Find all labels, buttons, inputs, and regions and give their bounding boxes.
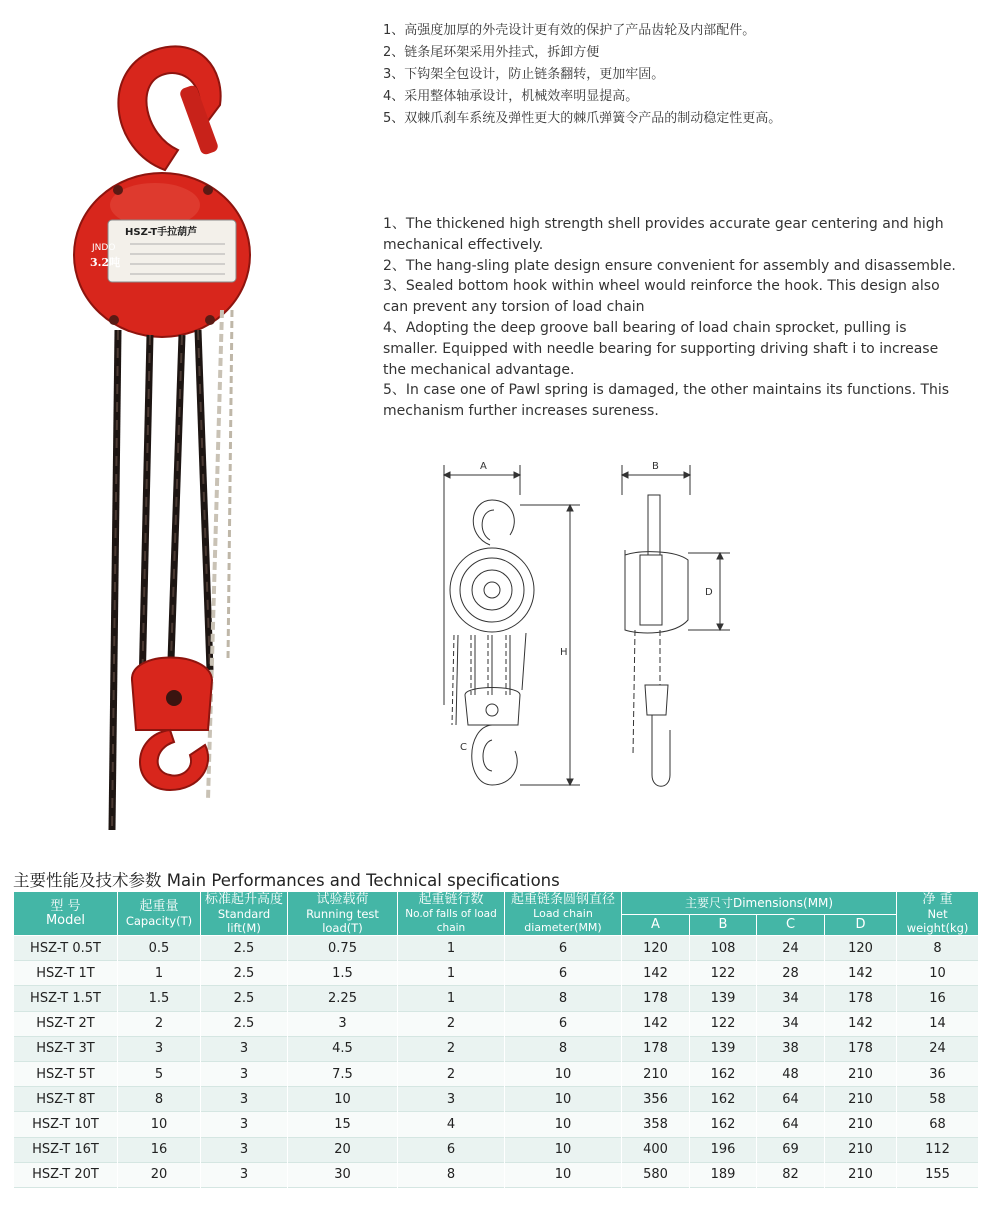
cell-dim-b: 189 <box>690 1162 757 1187</box>
cell-weight: 8 <box>897 936 979 961</box>
chain-hoist-illustration <box>70 30 290 835</box>
cell-dim-d: 210 <box>825 1162 897 1187</box>
feature-en-item: 4、Adopting the deep groove ball bearing of load chain sprocket, pulling is smaller. Equipped with needle bearing for supporting driving shaft i to increase the mechanical advantage. <box>383 319 939 378</box>
feature-cn-item: 2、链条尾环架采用外挂式，拆卸方便 <box>383 45 600 60</box>
cell-lift: 3 <box>201 1137 288 1162</box>
cell-test-load: 7.5 <box>288 1061 398 1086</box>
cell-dim-a: 120 <box>622 936 690 961</box>
cell-capacity: 10 <box>118 1112 201 1137</box>
cell-falls: 4 <box>398 1112 505 1137</box>
cell-dim-c: 69 <box>757 1137 825 1162</box>
cell-weight: 58 <box>897 1087 979 1112</box>
cell-model: HSZ-T 20T <box>14 1162 118 1187</box>
cell-test-load: 20 <box>288 1137 398 1162</box>
cell-dim-a: 400 <box>622 1137 690 1162</box>
cell-dim-a: 580 <box>622 1162 690 1187</box>
feature-en-item: 2、The hang-sling plate design ensure convenient for assembly and disassemble. <box>383 257 956 274</box>
cell-dim-c: 34 <box>757 986 825 1011</box>
cell-model: HSZ-T 8T <box>14 1087 118 1112</box>
cell-dim-b: 139 <box>690 986 757 1011</box>
cell-dim-a: 178 <box>622 1036 690 1061</box>
cell-model: HSZ-T 5T <box>14 1061 118 1086</box>
header-model: 型 号 Model <box>14 892 118 936</box>
hand-chain <box>208 310 222 800</box>
cell-dim-c: 48 <box>757 1061 825 1086</box>
dim-label-b: B <box>652 461 659 472</box>
table-row <box>14 936 979 961</box>
cell-lift: 2.5 <box>201 961 288 986</box>
table-row <box>14 1061 979 1086</box>
header-dim-c: C <box>757 915 825 936</box>
cell-dim-c: 82 <box>757 1162 825 1187</box>
cell-diameter: 10 <box>505 1061 622 1086</box>
cell-lift: 3 <box>201 1112 288 1137</box>
cell-model: HSZ-T 10T <box>14 1112 118 1137</box>
spec-table <box>13 891 979 1188</box>
cell-dim-d: 120 <box>825 936 897 961</box>
cell-capacity: 1 <box>118 961 201 986</box>
cell-falls: 8 <box>398 1162 505 1187</box>
cell-test-load: 30 <box>288 1162 398 1187</box>
cell-diameter: 10 <box>505 1162 622 1187</box>
cell-dim-c: 28 <box>757 961 825 986</box>
header-capacity: 起重量 Capacity(T) <box>118 892 201 936</box>
table-row <box>14 1112 979 1137</box>
table-row <box>14 1137 979 1162</box>
cell-lift: 2.5 <box>201 986 288 1011</box>
cell-test-load: 0.75 <box>288 936 398 961</box>
cell-weight: 14 <box>897 1011 979 1036</box>
cell-lift: 3 <box>201 1036 288 1061</box>
cell-test-load: 3 <box>288 1011 398 1036</box>
cell-diameter: 10 <box>505 1137 622 1162</box>
cell-dim-d: 178 <box>825 1036 897 1061</box>
feature-en-item: 5、In case one of Pawl spring is damaged, the other maintains its functions. This mechanism further increases sureness. <box>383 382 950 420</box>
cell-diameter: 10 <box>505 1087 622 1112</box>
cell-dim-d: 210 <box>825 1112 897 1137</box>
cell-diameter: 10 <box>505 1112 622 1137</box>
header-falls: 起重链行数 No.of falls of load chain <box>398 892 505 936</box>
table-row <box>14 1036 979 1061</box>
cell-dim-a: 210 <box>622 1061 690 1086</box>
cell-dim-b: 162 <box>690 1061 757 1086</box>
section-title: 主要性能及技术参数 Main Performances and Technical specifications <box>13 871 560 890</box>
cell-falls: 1 <box>398 961 505 986</box>
cell-weight: 112 <box>897 1137 979 1162</box>
cell-model: HSZ-T 2T <box>14 1011 118 1036</box>
cell-weight: 16 <box>897 986 979 1011</box>
nameplate-brand: JNDO <box>92 243 116 253</box>
feature-cn-item: 3、下钩架全包设计，防止链条翻转，更加牢固。 <box>383 67 665 82</box>
cell-capacity: 2 <box>118 1011 201 1036</box>
cell-dim-a: 358 <box>622 1112 690 1137</box>
cell-dim-c: 38 <box>757 1036 825 1061</box>
cell-dim-d: 142 <box>825 1011 897 1036</box>
cell-dim-b: 139 <box>690 1036 757 1061</box>
technical-drawing <box>430 455 750 815</box>
header-weight: 净 重 Net weight(kg) <box>897 892 979 936</box>
cell-dim-d: 210 <box>825 1137 897 1162</box>
table-row <box>14 961 979 986</box>
cell-capacity: 8 <box>118 1087 201 1112</box>
cell-diameter: 8 <box>505 986 622 1011</box>
cell-dim-c: 64 <box>757 1087 825 1112</box>
dim-label-d: D <box>705 587 713 598</box>
cell-weight: 68 <box>897 1112 979 1137</box>
table-row <box>14 1087 979 1112</box>
nameplate-title: HSZ-T手拉葫芦 <box>125 227 198 238</box>
feature-cn-item: 5、双棘爪刹车系统及弹性更大的棘爪弹簧令产品的制动稳定性更高。 <box>383 111 782 126</box>
cell-lift: 2.5 <box>201 1011 288 1036</box>
cell-dim-a: 142 <box>622 961 690 986</box>
cell-weight: 24 <box>897 1036 979 1061</box>
header-dim-d: D <box>825 915 897 936</box>
cell-weight: 155 <box>897 1162 979 1187</box>
cell-weight: 10 <box>897 961 979 986</box>
cell-model: HSZ-T 1T <box>14 961 118 986</box>
cell-falls: 6 <box>398 1137 505 1162</box>
header-test-load: 试验载荷 Running test load(T) <box>288 892 398 936</box>
header-lift: 标准起升高度 Standard lift(M) <box>201 892 288 936</box>
cell-falls: 3 <box>398 1087 505 1112</box>
cell-model: HSZ-T 3T <box>14 1036 118 1061</box>
cell-dim-b: 108 <box>690 936 757 961</box>
cell-falls: 2 <box>398 1036 505 1061</box>
cell-falls: 2 <box>398 1011 505 1036</box>
cell-dim-d: 210 <box>825 1061 897 1086</box>
cell-dim-c: 34 <box>757 1011 825 1036</box>
cell-test-load: 15 <box>288 1112 398 1137</box>
product-photo <box>70 30 290 835</box>
features-en-list <box>383 214 963 422</box>
cell-dim-c: 64 <box>757 1112 825 1137</box>
feature-cn-item: 1、高强度加厚的外壳设计更有效的保护了产品齿轮及内部配件。 <box>383 23 756 38</box>
cell-diameter: 6 <box>505 1011 622 1036</box>
cell-dim-b: 122 <box>690 1011 757 1036</box>
feature-en-item: 3、Sealed bottom hook within wheel would reinforce the hook. This design also can prevent any torsion of load chain <box>383 278 940 316</box>
cell-test-load: 2.25 <box>288 986 398 1011</box>
cell-lift: 3 <box>201 1087 288 1112</box>
cell-dim-a: 178 <box>622 986 690 1011</box>
features-cn-list <box>383 20 983 130</box>
header-dim-a: A <box>622 915 690 936</box>
cell-dim-b: 196 <box>690 1137 757 1162</box>
cell-capacity: 0.5 <box>118 936 201 961</box>
cell-capacity: 16 <box>118 1137 201 1162</box>
header-dim-b: B <box>690 915 757 936</box>
cell-test-load: 1.5 <box>288 961 398 986</box>
header-dimensions: 主要尺寸Dimensions(MM) <box>622 892 897 915</box>
table-row <box>14 1011 979 1036</box>
dim-label-a: A <box>480 461 487 472</box>
cell-weight: 36 <box>897 1061 979 1086</box>
cell-model: HSZ-T 0.5T <box>14 936 118 961</box>
cell-dim-a: 356 <box>622 1087 690 1112</box>
dimension-diagram <box>430 455 750 815</box>
side-view <box>622 461 730 786</box>
cell-lift: 3 <box>201 1162 288 1187</box>
cell-dim-d: 210 <box>825 1087 897 1112</box>
header-chain-diameter: 起重链条圆钢直径 Load chain diameter(MM) <box>505 892 622 936</box>
cell-test-load: 10 <box>288 1087 398 1112</box>
cell-capacity: 5 <box>118 1061 201 1086</box>
front-view <box>444 461 580 785</box>
cell-capacity: 20 <box>118 1162 201 1187</box>
nameplate-capacity: 3.2吨 <box>90 256 121 269</box>
cell-dim-c: 24 <box>757 936 825 961</box>
cell-model: HSZ-T 16T <box>14 1137 118 1162</box>
cell-diameter: 6 <box>505 936 622 961</box>
table-row <box>14 986 979 1011</box>
table-row <box>14 1162 979 1187</box>
cell-falls: 1 <box>398 986 505 1011</box>
cell-dim-d: 142 <box>825 961 897 986</box>
cell-lift: 2.5 <box>201 936 288 961</box>
cell-dim-d: 178 <box>825 986 897 1011</box>
cell-diameter: 8 <box>505 1036 622 1061</box>
bottom-hook-icon <box>140 730 208 790</box>
cell-diameter: 6 <box>505 961 622 986</box>
dim-label-c: C <box>460 742 467 753</box>
cell-falls: 1 <box>398 936 505 961</box>
cell-falls: 2 <box>398 1061 505 1086</box>
feature-en-item: 1、The thickened high strength shell provides accurate gear centering and high mechanical effectively. <box>383 216 944 253</box>
cell-dim-a: 142 <box>622 1011 690 1036</box>
cell-lift: 3 <box>201 1061 288 1086</box>
cell-capacity: 1.5 <box>118 986 201 1011</box>
feature-cn-item: 4、采用整体轴承设计，机械效率明显提高。 <box>383 89 639 104</box>
cell-capacity: 3 <box>118 1036 201 1061</box>
cell-dim-b: 162 <box>690 1112 757 1137</box>
cell-test-load: 4.5 <box>288 1036 398 1061</box>
cell-model: HSZ-T 1.5T <box>14 986 118 1011</box>
dim-label-h: H <box>560 647 568 658</box>
cell-dim-b: 122 <box>690 961 757 986</box>
cell-dim-b: 162 <box>690 1087 757 1112</box>
